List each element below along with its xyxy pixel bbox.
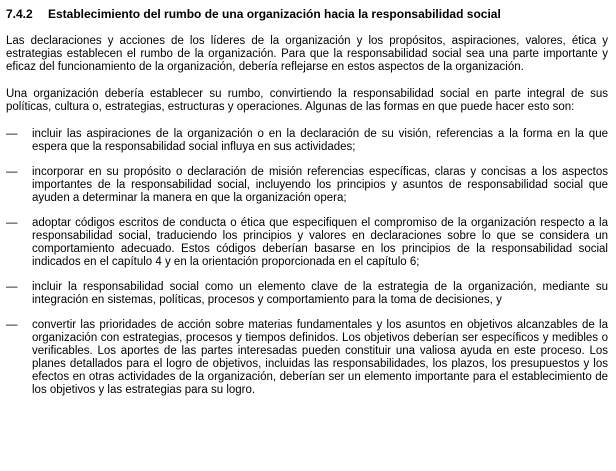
paragraph-intro: Las declaraciones y acciones de los líderes de la organización y los propósitos, aspiraciones, valores, ética y estrategias establecen el rumbo de la organización. Para que la responsabilidad social sea una parte importante y eficaz del funcionamiento de la organización, debería reflejarse en estos aspectos de la organización. xyxy=(6,35,608,73)
list-item-text: incluir las aspiraciones de la organización o en la declaración de su visión, referencias a la forma en la que espera que la responsabilidad social influya en sus actividades; xyxy=(32,128,608,153)
section-heading xyxy=(6,7,608,21)
list-item xyxy=(6,217,608,269)
list-item xyxy=(6,166,608,205)
bullet-list xyxy=(6,128,608,397)
list-marker: — xyxy=(6,128,18,140)
list-marker: — xyxy=(6,217,18,229)
list-marker: — xyxy=(6,166,18,178)
section-number: 7.4.2 xyxy=(6,7,33,21)
list-item-text: adoptar códigos escritos de conducta o ética que especifiquen el compromiso de la organización respecto a la responsabilidad social, traduciendo los principios y valores en declaraciones sobre lo que se considera un comportamiento adecuado. Estos códigos deberían basarse en los principios de la responsabilidad social indicados en el capítulo 4 y en la orientación proporcionada en el capítulo 6; xyxy=(32,217,608,268)
list-item-text: incorporar en su propósito o declaración de misión referencias específicas, claras y concisas a los aspectos importantes de la responsabilidad social, incluyendo los principios y asuntos de responsabilidad social que ayuden a determinar la manera en que la organización opera; xyxy=(32,166,608,204)
list-item xyxy=(6,281,608,307)
list-item xyxy=(6,319,608,397)
paragraph-direction: Una organización debería establecer su rumbo, convirtiendo la responsabilidad social en parte integral de sus políticas, cultura o, estrategias, estructuras y operaciones. Algunas de las formas en que puede hacer esto son: xyxy=(6,88,608,113)
list-marker: — xyxy=(6,281,18,293)
list-marker: — xyxy=(6,319,18,331)
list-item-text: convertir las prioridades de acción sobre materias fundamentales y los asuntos en objetivos alcanzables de la organización con estrategias, procesos y tiempos definidos. Los objetivos deberían ser específicos y medibles o verificables. Los aportes de las partes interesadas pueden constituir una valiosa ayuda en este proceso. Los planes detallados para el logro de objetivos, incluidas las responsabilidades, los plazos, los presupuestos y los efectos en otras actividades de la organización, deberían ser un elemento importante para el establecimiento de los objetivos y las estrategias para su logro. xyxy=(32,319,608,396)
section-title: Establecimiento del rumbo de una organización hacia la responsabilidad social xyxy=(48,7,501,21)
list-item xyxy=(6,128,608,154)
list-item-text: incluir la responsabilidad social como un elemento clave de la estrategia de la organización, mediante su integración en sistemas, políticas, procesos y comportamiento para la toma de decisiones, y xyxy=(32,281,608,306)
